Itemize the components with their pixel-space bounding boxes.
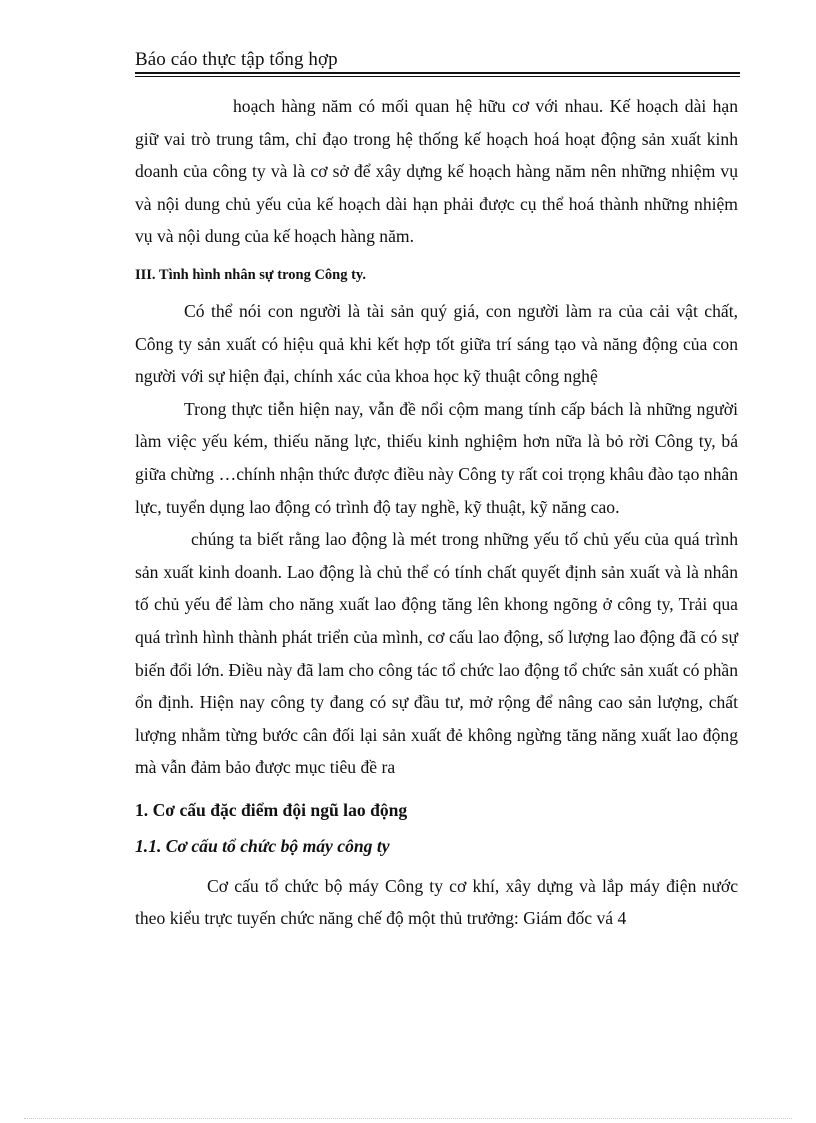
- footer-dotted-rule: [24, 1118, 792, 1119]
- heading-org-structure: 1.1. Cơ cấu tổ chức bộ máy công ty: [135, 835, 390, 856]
- paragraph-continuation: hoạch hàng năm có mối quan hệ hữu cơ với nhau. Kế hoạch dài hạn giữ vai trò trung tâm, chỉ đạo trong hệ thống kế hoạch hoá hoạt động sản xuất kinh doanh của công ty và là cơ sở để xây dựng kế hoạch hàng năm nên những nhiệm vụ và nội dung chủ yếu của kế hoạch dài hạn phải được cụ thể hoá thành những nhiệm vụ và nội dung của kế hoạch hàng năm.: [135, 96, 738, 247]
- page-header: [135, 48, 740, 72]
- paragraph-org-structure: Cơ cấu tổ chức bộ máy Công ty cơ khí, xây dựng và lắp máy điện nước theo kiểu trực tuyến chức năng chế độ một thủ trưởng: Giám đốc vá 4: [135, 875, 738, 929]
- document-body: [135, 90, 738, 935]
- section-heading-3: III. Tình hình nhân sự trong Công ty.: [135, 266, 367, 283]
- paragraph-labor: chúng ta biết rằng lao động là mét trong những yếu tố chủ yếu của quá trình sản xuất kinh doanh. Lao động là chủ thể có tính chất quyết định sản xuất và là nhân tố chủ yếu để làm cho năng xuất lao động tăng lên khong ngõng ở công ty, Trải qua quá trình hình thành phát triển của mình, cơ cấu lao động, số lượng lao động đã có sự biến đổi lớn. Điều này đã lam cho công tác tổ chức lao động tổ chức sản xuất có phần ổn định. Hiện nay công ty đang có sự đầu tư, mở rộng để nâng cao sản lượng, chất lượng nhằm từng bước cân đối lại sản xuất đẻ không ngừng tăng năng xuất lao động mà vẫn đảm bảo được mục tiêu đề ra: [135, 529, 738, 778]
- header-rule-thick: [135, 72, 740, 74]
- paragraph-human-resources: Có thể nói con người là tài sản quý giá, con người làm ra của cải vật chất, Công ty sản xuất có hiệu quả khi kết hợp tốt giữa trí sáng tạo và năng động của con người với sự hiện đại, chính xác của khoa học kỹ thuật công nghệ: [135, 300, 738, 387]
- header-title: Báo cáo thực tập tổng hợp: [135, 49, 338, 70]
- header-rule-thin: [135, 76, 740, 77]
- heading-labor-structure: 1. Cơ cấu đặc điểm đội ngũ lao động: [135, 799, 408, 820]
- paragraph-reality: Trong thực tiễn hiện nay, vẫn đề nổi cộm mang tính cấp bách là những người làm việc yếu kém, thiếu năng lực, thiếu kinh nghiệm hơn nữa là bỏ rời Công ty, bá giữa chừng …chính nhận thức được điều này Công ty rất coi trọng khâu đào tạo nhân lực, tuyển dụng lao động có trình độ tay nghề, kỹ thuật, kỹ năng cao.: [135, 398, 738, 517]
